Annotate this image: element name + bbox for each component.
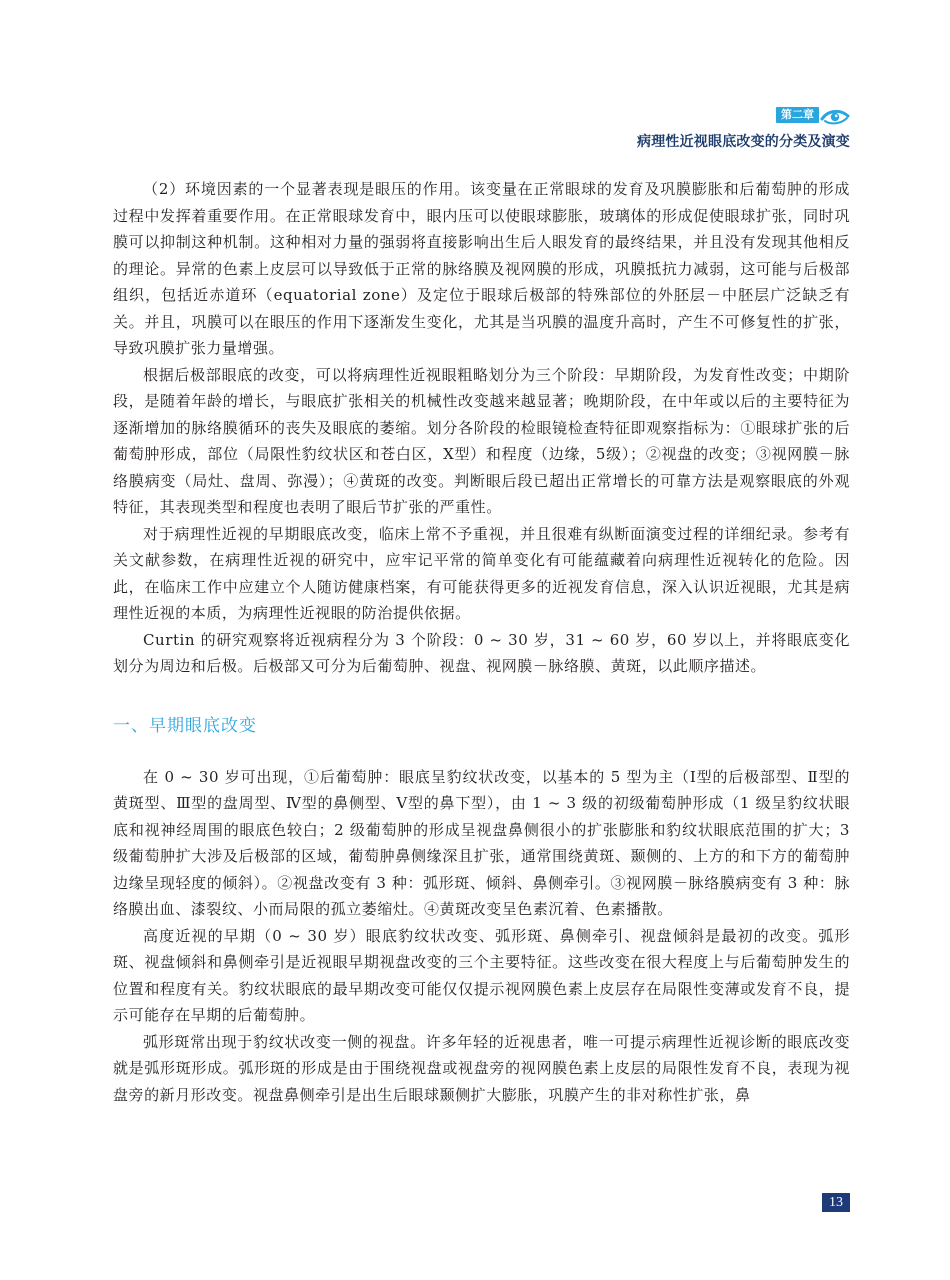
section-heading: 一、早期眼底改变 [113,715,257,736]
paragraph: 高度近视的早期（0 ~ 30 岁）眼底豹纹状改变、弧形斑、鼻侧牵引、视盘倾斜是最初的改变。弧形斑、视盘倾斜和鼻侧牵引是近视眼早期视盘改变的三个主要特征。这些改变在很大程度上与后葡萄肿发生的位置和程度有关。豹纹状眼底的最早期改变可能仅仅提示视网膜色素上皮层存在局限性变薄或发育不良，提示可能存在早期的后葡萄肿。 [113,926,850,1024]
paragraph: 在 0 ~ 30 岁可出现，①后葡萄肿：眼底呈豹纹状改变，以基本的 5 型为主（Ⅰ型的后极部型、Ⅱ型的黄斑型、Ⅲ型的盘周型、Ⅳ型的鼻侧型、Ⅴ型的鼻下型），由 1 ~ 3 级的初级葡萄肿形成（1 级呈豹纹状眼底和视神经周围的眼底色较白；2 级葡萄肿的形成呈视盘鼻侧很小的扩张膨胀和豹纹状眼底范围的扩大；3 级葡萄肿扩大涉及后极部的区域，葡萄肿鼻侧缘深且扩张，通常围绕黄斑、颞侧的、上方的和下方的葡萄肿边缘呈现轻度的倾斜）。②视盘改变有 3 种：弧形斑、倾斜、鼻侧牵引。③视网膜－脉络膜病变有 3 种：脉络膜出血、漆裂纹、小而局限的孤立萎缩灶。④黄斑改变呈色素沉着、色素播散。 [113,767,850,918]
paragraph: 根据后极部眼底的改变，可以将病理性近视眼粗略划分为三个阶段：早期阶段，为发育性改变；中期阶段，是随着年龄的增长，与眼底扩张相关的机械性改变越来越显著；晚期阶段，在中年或以后的主要特征为逐渐增加的脉络膜循环的丧失及眼底的萎缩。划分各阶段的检眼镜检查特征即观察指标为：①眼球扩张的后葡萄肿形成，部位（局限性豹纹状区和苍白区，X型）和程度（边缘，5级）；②视盘的改变；③视网膜－脉络膜病变（局灶、盘周、弥漫）；④黄斑的改变。判断眼后段已超出正常增长的可靠方法是观察眼底的外观特征，其表现类型和程度也表明了眼后节扩张的严重性。 [113,365,850,516]
paragraph: 对于病理性近视的早期眼底改变，临床上常不予重视，并且很难有纵断面演变过程的详细纪录。参考有关文献参数，在病理性近视的研究中，应牢记平常的简单变化有可能蕴藏着向病理性近视转化的危险。因此，在临床工作中应建立个人随访健康档案，有可能获得更多的近视发育信息，深入认识近视眼，尤其是病理性近视的本质，为病理性近视眼的防治提供依据。 [113,524,850,622]
eye-logo-icon [820,104,850,126]
chapter-row [637,104,850,126]
chapter-label: 第二章 [776,107,819,123]
running-header [637,104,850,151]
page-number: 13 [822,1193,850,1212]
body-text [113,176,850,1108]
chapter-title: 病理性近视眼底改变的分类及演变 [637,134,850,150]
paragraph: Curtin 的研究观察将近视病程分为 3 个阶段：0 ~ 30 岁，31 ~ 60 岁，60 岁以上，并将眼底变化划分为周边和后极。后极部又可分为后葡萄肿、视盘、视网膜－脉络膜、黄斑，以此顺序描述。 [113,630,850,675]
paragraph: （2）环境因素的一个显著表现是眼压的作用。该变量在正常眼球的发育及巩膜膨胀和后葡萄肿的形成过程中发挥着重要作用。在正常眼球发育中，眼内压可以使眼球膨胀，玻璃体的形成促使眼球扩张，同时巩膜可以抑制这种机制。这种相对力量的强弱将直接影响出生后人眼发育的最终结果，并且没有发现其他相反的理论。异常的色素上皮层可以导致低于正常的脉络膜及视网膜的形成，巩膜抵抗力减弱，这可能与后极部组织，包括近赤道环（equatorial zone）及定位于眼球后极部的特殊部位的外胚层－中胚层广泛缺乏有关。并且，巩膜可以在眼压的作用下逐渐发生变化，尤其是当巩膜的温度升高时，产生不可修复性的扩张，导致巩膜扩张力量增强。 [113,180,850,357]
paragraph: 弧形斑常出现于豹纹状改变一侧的视盘。许多年轻的近视患者，唯一可提示病理性近视诊断的眼底改变就是弧形斑形成。弧形斑的形成是由于围绕视盘或视盘旁的视网膜色素上皮层的局限性发育不良，表现为视盘旁的新月形改变。视盘鼻侧牵引是出生后眼球颞侧扩大膨胀，巩膜产生的非对称性扩张，鼻 [113,1032,850,1104]
